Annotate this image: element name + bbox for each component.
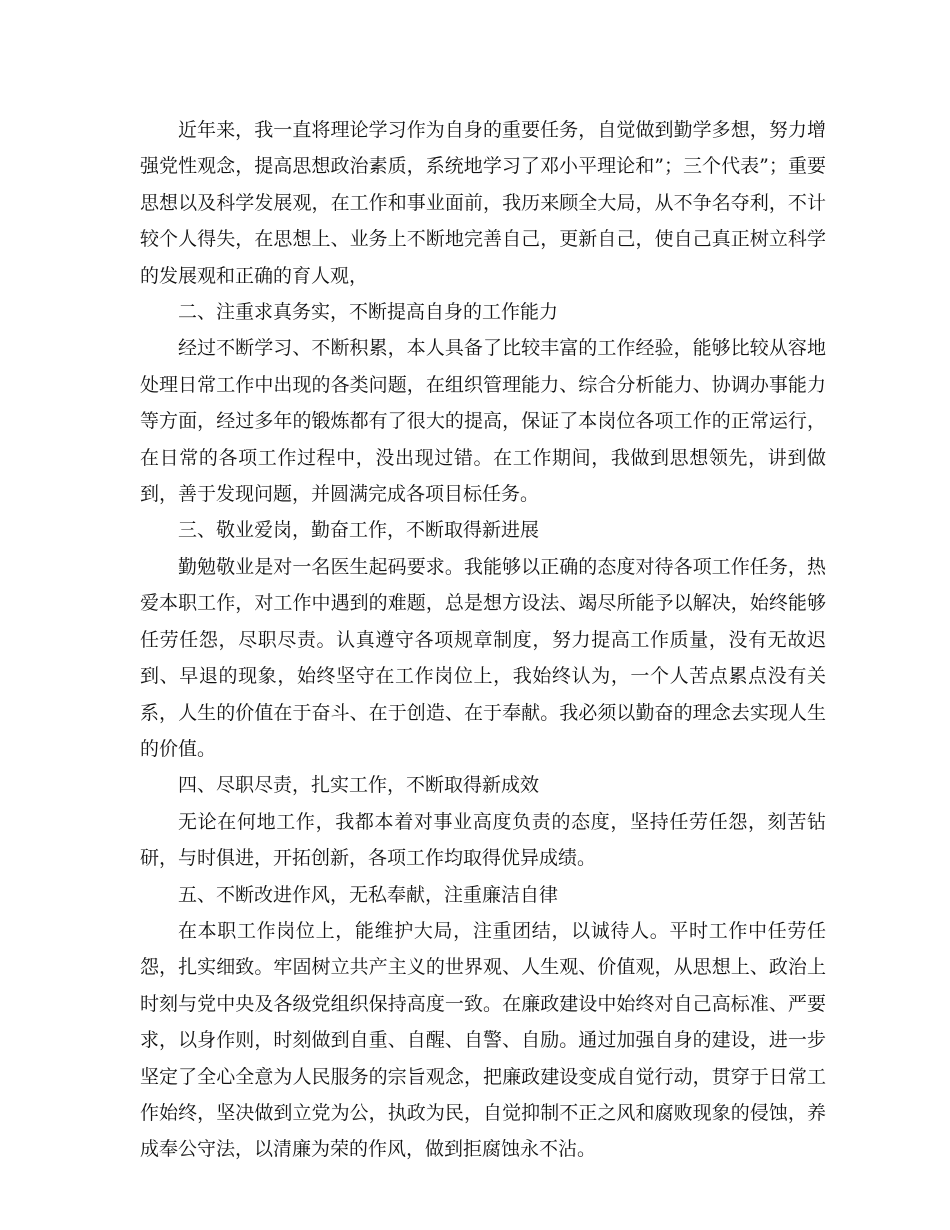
section-heading-4: 四、尽职尽责，扎实工作，不断取得新成效 bbox=[178, 774, 540, 797]
section-heading-3: 三、敬业爱岗，勤奋工作，不断取得新进展 bbox=[178, 519, 540, 542]
paragraph-work-ability: 经过不断学习、不断积累，本人具备了比较丰富的工作经验，能够比较从容地处理日常工作中出现的各类问题，在组织管理能力、综合分析能力、协调办事能力等方面，经过多年的锻炼都有了很大的提高，保证了本岗位各项工作的正常运行，在日常的各项工作过程中，没出现过错。在工作期间，我做到思想领先，讲到做到，善于发现问题，并圆满完成各项目标任务。 bbox=[140, 337, 826, 506]
paragraph-theory-study: 近年来，我一直将理论学习作为自身的重要任务，自觉做到勤学多想，努力增强党性观念，提高思想政治素质，系统地学习了邓小平理论和”；三个代表”；重要思想以及科学发展观，在工作和事业面前，我历来顾全大局，从不争名夺利，不计较个人得失，在思想上、业务上不断地完善自己，更新自己，使自己真正树立科学的发展观和正确的育人观， bbox=[140, 119, 826, 287]
section-heading-5: 五、不断改进作风，无私奉献，注重廉洁自律 bbox=[178, 883, 559, 906]
paragraph-responsibility: 无论在何地工作，我都本着对事业高度负责的态度，坚持任劳任怨，刻苦钻研，与时俱进，开拓创新，各项工作均取得优异成绩。 bbox=[140, 810, 826, 870]
paragraph-integrity: 在本职工作岗位上，能维护大局，注重团结，以诚待人。平时工作中任劳任怨，扎实细致。牢固树立共产主义的世界观、人生观、价值观，从思想上、政治上时刻与党中央及各级党组织保持高度一致。在廉政建设中始终对自己高标准、严要求，以身作则，时刻做到自重、自醒、自警、自励。通过加强自身的建设，进一步坚定了全心全意为人民服务的宗旨观念，把廉政建设变成自觉行动，贯穿于日常工作始终，坚决做到立党为公，执政为民，自觉抑制不正之风和腐败现象的侵蚀，养成奉公守法，以清廉为荣的作风，做到拒腐蚀永不沾。 bbox=[140, 919, 826, 1161]
section-heading-2: 二、注重求真务实，不断提高自身的工作能力 bbox=[178, 301, 559, 324]
document-body bbox=[140, 112, 826, 1168]
paragraph-dedication: 勤勉敬业是对一名医生起码要求。我能够以正确的态度对待各项工作任务，热爱本职工作，对工作中遇到的难题，总是想方设法、竭尽所能予以解决，始终能够任劳任怨，尽职尽责。认真遵守各项规章制度，努力提高工作质量，没有无故迟到、早退的现象，始终坚守在工作岗位上，我始终认为，一个人苦点累点没有关系，人生的价值在于奋斗、在于创造、在于奉献。我必须以勤奋的理念去实现人生的价值。 bbox=[140, 555, 826, 760]
